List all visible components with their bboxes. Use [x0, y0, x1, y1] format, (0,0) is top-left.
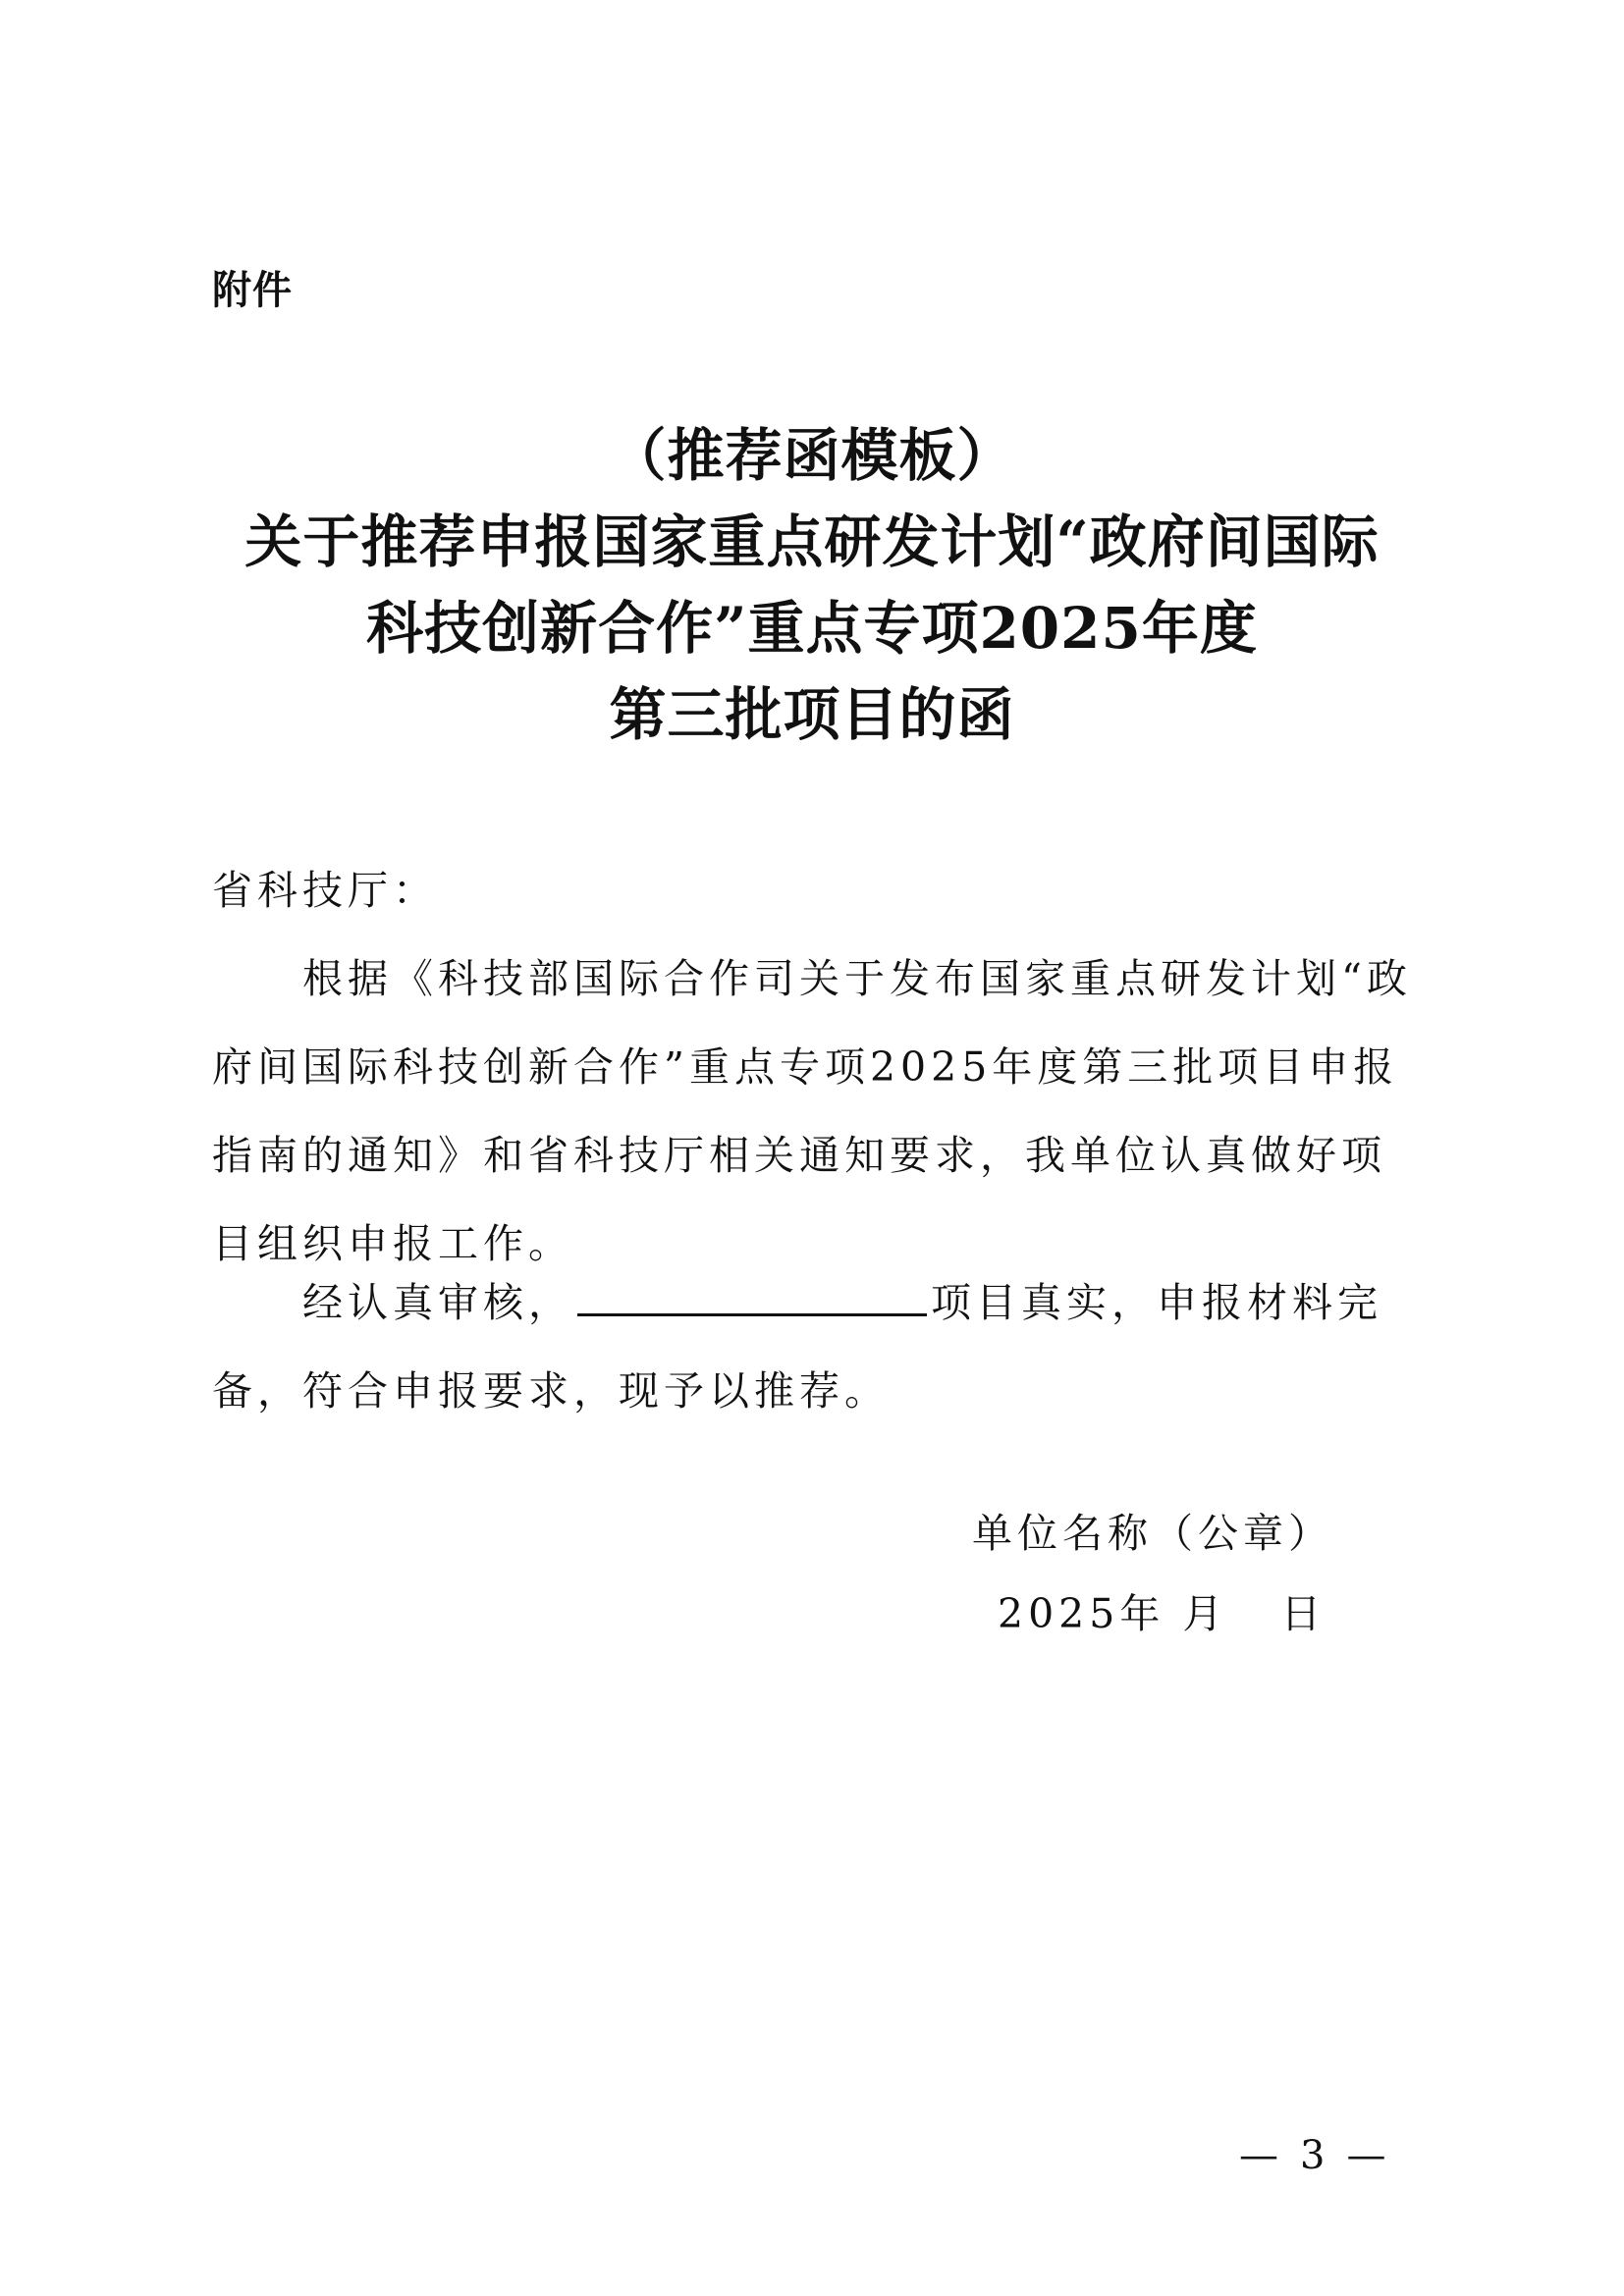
document-title	[167, 412, 1457, 758]
page-number-dash-left: —	[1239, 2133, 1278, 2178]
title-line-4: 第三批项目的函	[609, 681, 1015, 748]
paragraph-basis	[212, 934, 1422, 1288]
signature-month: 月	[1182, 1590, 1228, 1637]
page-number-dash-right: —	[1346, 2133, 1386, 2178]
salutation: 省科技厅：	[212, 867, 438, 914]
signature-day: 日	[1280, 1590, 1326, 1637]
paragraph-recommendation-tail: 项目真实，申报材料完备，符合申报要求，现予以推荐。	[212, 1279, 1382, 1415]
title-line-2: 关于推荐申报国家重点研发计划“政府间国际	[244, 508, 1380, 575]
paragraph-recommendation-lead: 经认真审核，	[302, 1279, 573, 1326]
signature-date	[998, 1590, 1326, 1637]
attachment-label: 附件	[212, 268, 293, 313]
signature-year: 2025年	[998, 1590, 1165, 1637]
page-number	[1239, 2133, 1386, 2178]
paragraph-recommendation	[212, 1258, 1422, 1435]
project-name-blank[interactable]	[577, 1274, 927, 1316]
title-line-3: 科技创新合作”重点专项2025年度	[366, 595, 1258, 662]
page-number-value: 3	[1300, 2133, 1326, 2178]
paragraph-basis-text: 根据《科技部国际合作司关于发布国家重点研发计划“政府间国际科技创新合作”重点专项2025年度第三批项目申报指南的通知》和省科技厅相关通知要求，我单位认真做好项目组织申报工作。	[212, 955, 1412, 1267]
title-line-template-note: （推荐函模板）	[609, 422, 1015, 489]
signature-unit-name: 单位名称（公章）	[972, 1510, 1333, 1557]
